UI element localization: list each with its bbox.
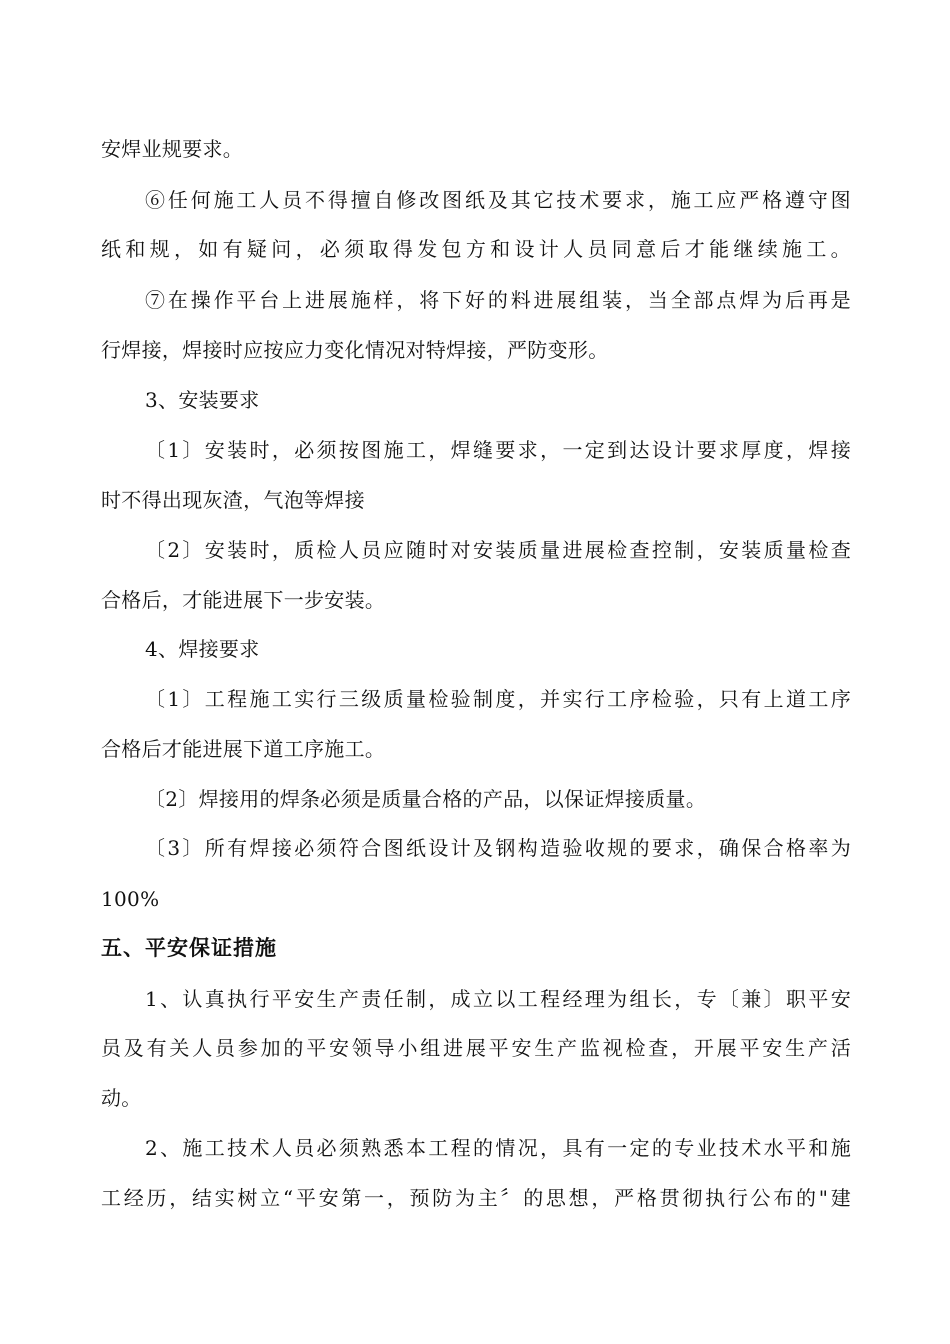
section-heading: 3、安装要求 (145, 388, 260, 412)
text-line: 〔1〕工程施工实行三级质量检验制度，并实行工序检验，只有上道工序 (145, 687, 851, 711)
text-line: 2、施工技术人员必须熟悉本工程的情况，具有一定的专业技术水平和施 (145, 1136, 851, 1160)
text-line: 〔3〕所有焊接必须符合图纸设计及钢构造验收规的要求，确保合格率为 (145, 836, 851, 860)
text-line: 员及有关人员参加的平安领导小组进展平安生产监视检查，开展平安生产活 (101, 1036, 851, 1060)
text-line: 工经历，结实树立“平安第一，预防为主〞的思想，严格贯彻执行公布的"建 (101, 1186, 851, 1210)
text-line: ⑥任何施工人员不得擅自修改图纸及其它技术要求，施工应严格遵守图 (145, 188, 851, 212)
text-line: 时不得出现灰渣，气泡等焊接 (101, 488, 365, 512)
text-line: 安焊业规要求。 (101, 137, 244, 161)
text-line: 100% (101, 887, 160, 911)
text-line: 动。 (101, 1086, 142, 1110)
text-line: 合格后，才能进展下一步安装。 (101, 588, 386, 612)
text-line: 合格后才能进展下道工序施工。 (101, 737, 386, 761)
text-line: 〔2〕焊接用的焊条必须是质量合格的产品，以保证焊接质量。 (145, 787, 707, 811)
text-line: 1、认真执行平安生产责任制，成立以工程经理为组长，专〔兼〕职平安 (145, 987, 851, 1011)
text-line: 〔2〕安装时，质检人员应随时对安装质量进展检查控制，安装质量检查 (145, 538, 851, 562)
text-line: 行焊接，焊接时应按应力变化情况对特焊接，严防变形。 (101, 338, 609, 362)
text-line: ⑦在操作平台上进展施样，将下好的料进展组装，当全部点焊为后再是 (145, 288, 851, 312)
text-line: 纸和规，如有疑问，必须取得发包方和设计人员同意后才能继续施工。 (101, 237, 851, 261)
section-heading: 4、焊接要求 (145, 637, 260, 661)
chapter-heading: 五、平安保证措施 (101, 936, 277, 960)
text-line: 〔1〕安装时，必须按图施工，焊缝要求，一定到达设计要求厚度，焊接 (145, 438, 851, 462)
